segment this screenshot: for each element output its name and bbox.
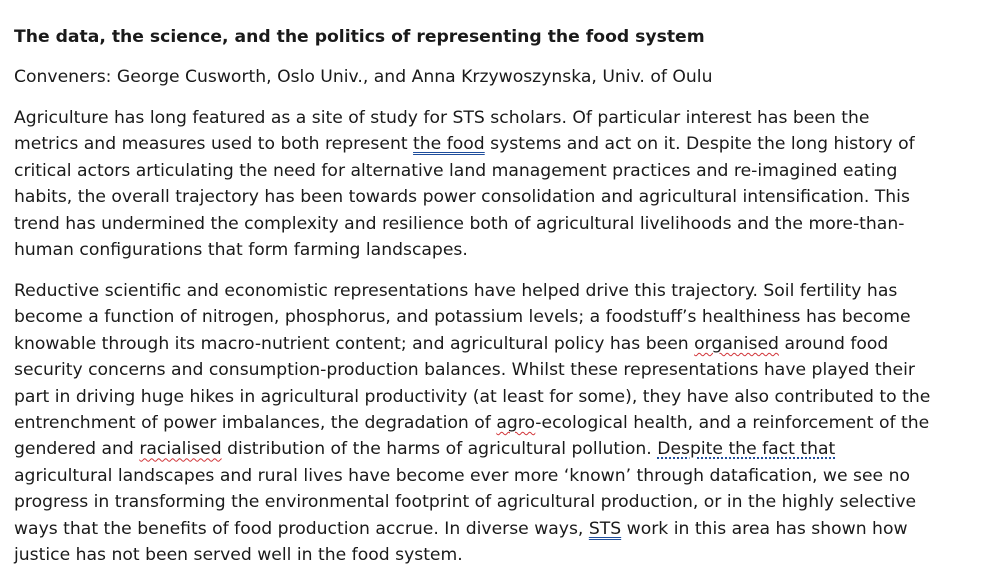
paragraph-line	[14, 516, 930, 542]
paragraph-line	[14, 131, 915, 157]
paragraph-line: agricultural landscapes and rural lives have become ever more ‘known’ through datafication, we see no	[14, 465, 910, 486]
paragraph-line	[14, 410, 930, 436]
spelling-error-mark[interactable]: agro	[496, 413, 536, 434]
grammar-suggestion-mark[interactable]: STS	[588, 518, 622, 539]
paragraph-line	[14, 436, 930, 462]
paragraph-line: part in driving huge hikes in agricultural productivity (at least for some), they have also contributed to the	[14, 386, 931, 407]
text-run: systems and act on it. Despite the long history of	[484, 134, 915, 155]
paragraph-line: Reductive scientific and economistic representations have helped drive this trajectory. Soil fertility has	[14, 281, 898, 301]
paragraph-line: justice has not been served well in the food system.	[14, 545, 463, 566]
text-run: metrics and measures used to both represent	[14, 134, 414, 155]
paragraph-line: become a function of nitrogen, phosphorus, and potassium levels; a foodstuff’s healthiness has become	[14, 307, 911, 328]
grammar-suggestion-mark[interactable]: the food	[413, 134, 485, 155]
text-run: gendered and	[14, 439, 140, 460]
paragraph-line: critical actors articulating the need for alternative land management practices and re-imagined eating	[14, 160, 898, 181]
paragraph-line: progress in transforming the environmental footprint of agricultural production, or in the highly selective	[14, 492, 917, 513]
text-run: entrenchment of power imbalances, the degradation of	[14, 413, 497, 434]
text-run: -ecological health, and a reinforcement of the	[535, 413, 930, 434]
conveners-line: Conveners: George Cusworth, Oslo Univ., and Anna Krzywoszynska, Univ. of Oulu	[14, 67, 713, 87]
spelling-error-mark[interactable]: racialised	[139, 439, 222, 460]
text-run: distribution of the harms of agricultural pollution.	[221, 439, 658, 460]
paragraph-2	[14, 278, 930, 568]
text-run: ways that the benefits of food production accrue. In diverse ways,	[14, 518, 589, 539]
paragraph-1	[14, 105, 915, 263]
text-run: knowable through its macro-nutrient content; and agricultural policy has been	[14, 333, 695, 354]
document-title: The data, the science, and the politics of representing the food system	[14, 27, 705, 47]
paragraph-line: security concerns and consumption-production balances. Whilst these representations have played their	[14, 360, 915, 381]
text-run: work in this area has shown how	[621, 518, 908, 539]
spelling-error-mark[interactable]: organised	[694, 333, 779, 354]
text-run: around food	[778, 333, 889, 354]
paragraph-line: human configurations that form farming landscapes.	[14, 240, 468, 261]
paragraph-line: habits, the overall trajectory has been towards power consolidation and agricultural intensification. This	[14, 187, 910, 208]
paragraph-line: Agriculture has long featured as a site of study for STS scholars. Of particular interest has been the	[14, 108, 870, 128]
paragraph-line	[14, 331, 930, 357]
paragraph-line: trend has undermined the complexity and resilience both of agricultural livelihoods and the more-than-	[14, 213, 905, 234]
writing-suggestion-mark[interactable]: Despite the fact that	[657, 439, 836, 460]
